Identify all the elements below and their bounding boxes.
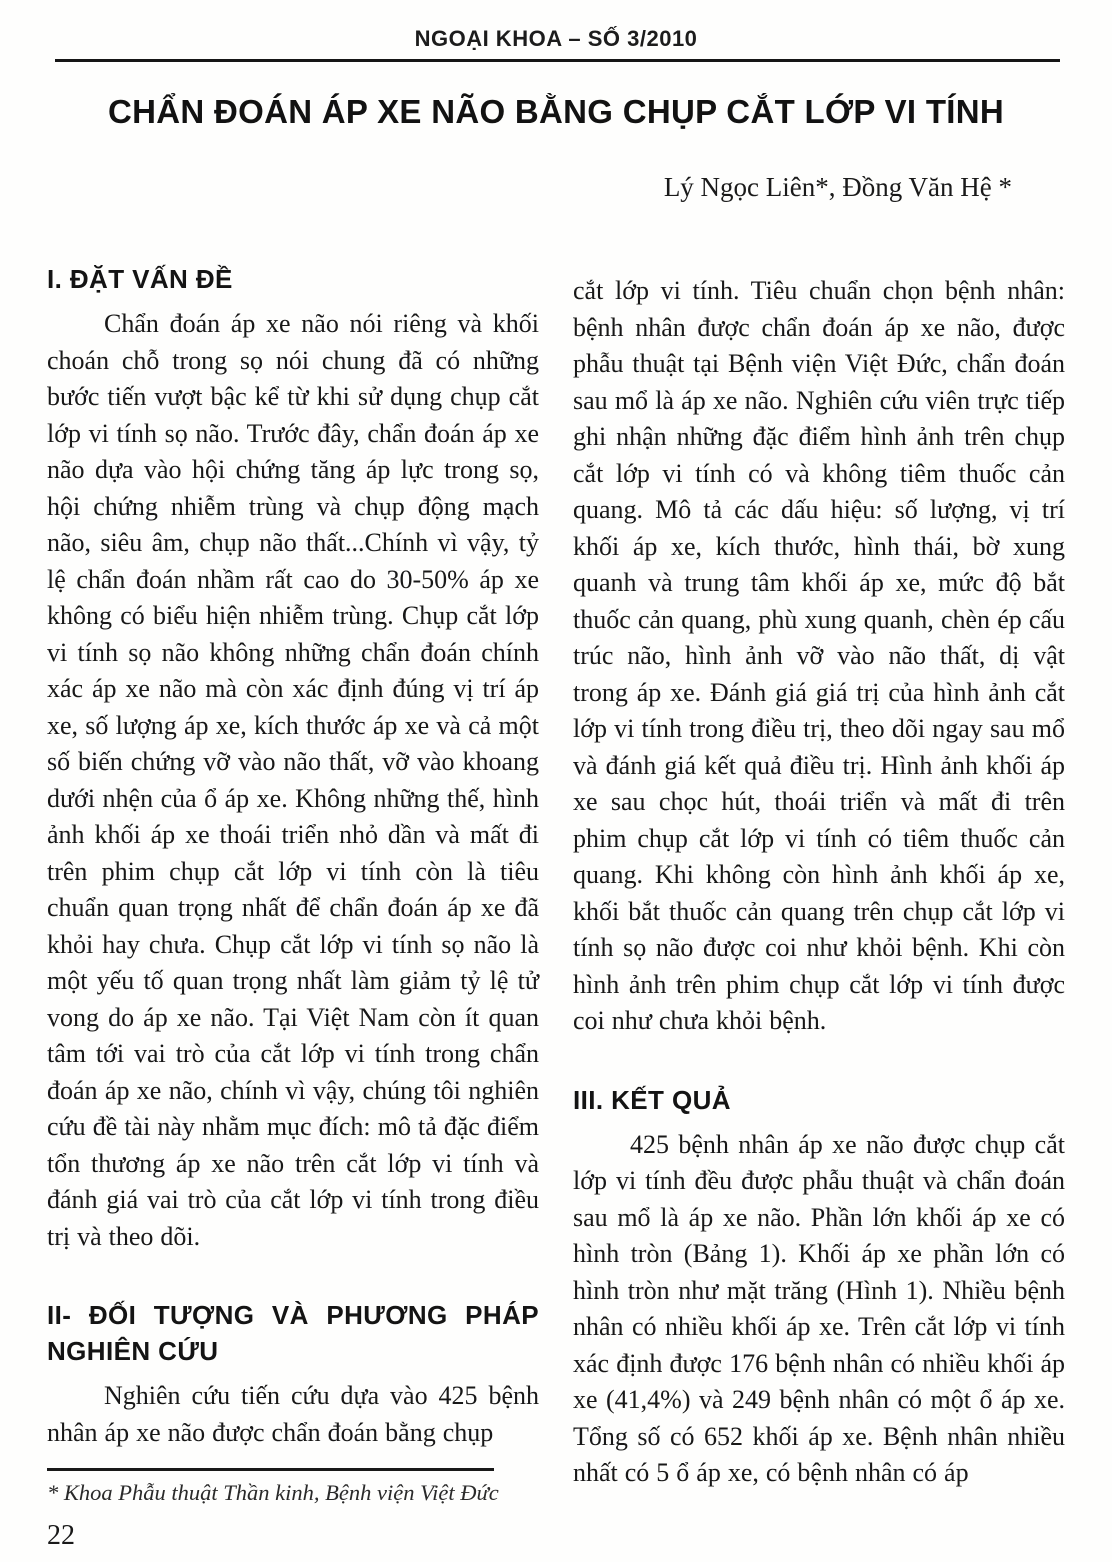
footnote: * Khoa Phẫu thuật Thần kinh, Bệnh viện Việt Đức	[47, 1480, 499, 1505]
journal-header: NGOẠI KHOA – SỐ 3/2010	[414, 26, 698, 51]
page-number: 22	[47, 1520, 75, 1551]
footnote-rule	[47, 1468, 494, 1471]
intro-paragraph: Chẩn đoán áp xe não nói riêng và khối choán chỗ trong sọ nói chung đã có những bước tiến vượt bậc kể từ khi sử dụng chụp cắt lớp vi tính sọ não. Trước đây, chẩn đoán áp xe não dựa vào hội chứng tăng áp lực trong sọ, hội chứng nhiễm trùng và chụp động mạch não, siêu âm, chụp não thất...Chính vì vậy, tỷ lệ chẩn đoán nhầm rất cao do 30-50% áp xe không có biểu hiện nhiễm trùng. Chụp cắt lớp vi tính sọ não không những chẩn đoán chính xác áp xe não mà còn xác định đúng vị trí áp xe, số lượng áp xe, kích thước áp xe và cả một số biến chứng vỡ vào não thất, vỡ vào khoang dưới nhện của ổ áp xe. Không những thế, hình ảnh khối áp xe thoái triển nhỏ dần và mất đi trên phim chụp cắt lớp vi tính còn là tiêu chuẩn quan trọng nhất để chẩn đoán áp xe đã khỏi hay chưa. Chụp cắt lớp vi tính sọ não là một yếu tố quan trọng nhất làm giảm tỷ lệ tử vong do áp xe não. Tại Việt Nam còn ít quan tâm tới vai trò của cắt lớp vi tính trong chẩn đoán áp xe não, chính vì vậy, chúng tôi nghiên cứu đề tài này nhằm mục đích: mô tả đặc điểm tổn thương áp xe não trên cắt lớp vi tính và đánh giá vai trò của cắt lớp vi tính trong điều trị và theo dõi.	[47, 309, 539, 1251]
header-rule	[55, 59, 1060, 62]
authors-line: Lý Ngọc Liên*, Đồng Văn Hệ *	[663, 172, 1012, 202]
continuation-paragraph: cắt lớp vi tính. Tiêu chuẩn chọn bệnh nhân: bệnh nhân được chẩn đoán áp xe não, được phẫu thuật tại Bệnh viện Việt Đức, chẩn đoán sau mổ là áp xe não. Nghiên cứu viên trực tiếp ghi nhận những đặc điểm hình ảnh trên chụp cắt lớp vi tính có và không tiêm thuốc cản quang. Mô tả các dấu hiệu: số lượng, vị trí khối áp xe, kích thước, hình thái, bờ xung quanh và trung tâm khối áp xe, mức độ bắt thuốc cản quang, phù xung quanh, chèn ép cấu trúc não, hình ảnh vỡ vào não thất, dị vật trong áp xe. Đánh giá giá trị của hình ảnh cắt lớp vi tính trong điều trị, theo dõi ngay sau mổ và đánh giá kết quả điều trị. Hình ảnh khối áp xe sau chọc hút, thoái triển và mất đi trên phim chụp cắt lớp vi tính có tiêm thuốc cản quang. Khi không còn hình ảnh khối áp xe, khối bắt thuốc cản quang trên chụp cắt lớp vi tính sọ não được coi như khỏi bệnh. Khi còn hình ảnh trên phim chụp cắt lớp vi tính được coi như chưa khỏi bệnh.	[573, 276, 1065, 1035]
methods-paragraph: Nghiên cứu tiến cứu dựa vào 425 bệnh nhân áp xe não được chẩn đoán bằng chụp	[47, 1381, 539, 1447]
right-column	[573, 261, 1065, 1552]
results-paragraph: 425 bệnh nhân áp xe não được chụp cắt lớp vi tính đều được phẫu thuật và chẩn đoán sau mổ là áp xe não. Phần lớn khối áp xe có hình tròn (Bảng 1). Khối áp xe phần lớn có hình tròn như mặt trăng (Hình 1). Nhiều bệnh nhân có nhiều khối áp xe. Trên cắt lớp vi tính xác định được 176 bệnh nhân có nhiều khối áp xe (41,4%) và 249 bệnh nhân có một ổ áp xe. Tổng số có 652 khối áp xe. Bệnh nhân nhiều nhất có 5 ổ áp xe, có bệnh nhân có áp	[573, 1129, 1065, 1487]
two-column-body	[0, 203, 1112, 1552]
article-title: CHẨN ĐOÁN ÁP XE NÃO BẰNG CHỤP CẮT LỚP VI TÍNH	[107, 93, 1005, 130]
section-heading-ii: II- ĐỐI TƯỢNG VÀ PHƯƠNG PHÁP NGHIÊN CỨU	[47, 1300, 539, 1366]
section-heading-i: I. ĐẶT VẤN ĐỀ	[47, 264, 233, 294]
left-column	[47, 261, 539, 1552]
section-heading-iii: III. KẾT QUẢ	[573, 1084, 731, 1115]
